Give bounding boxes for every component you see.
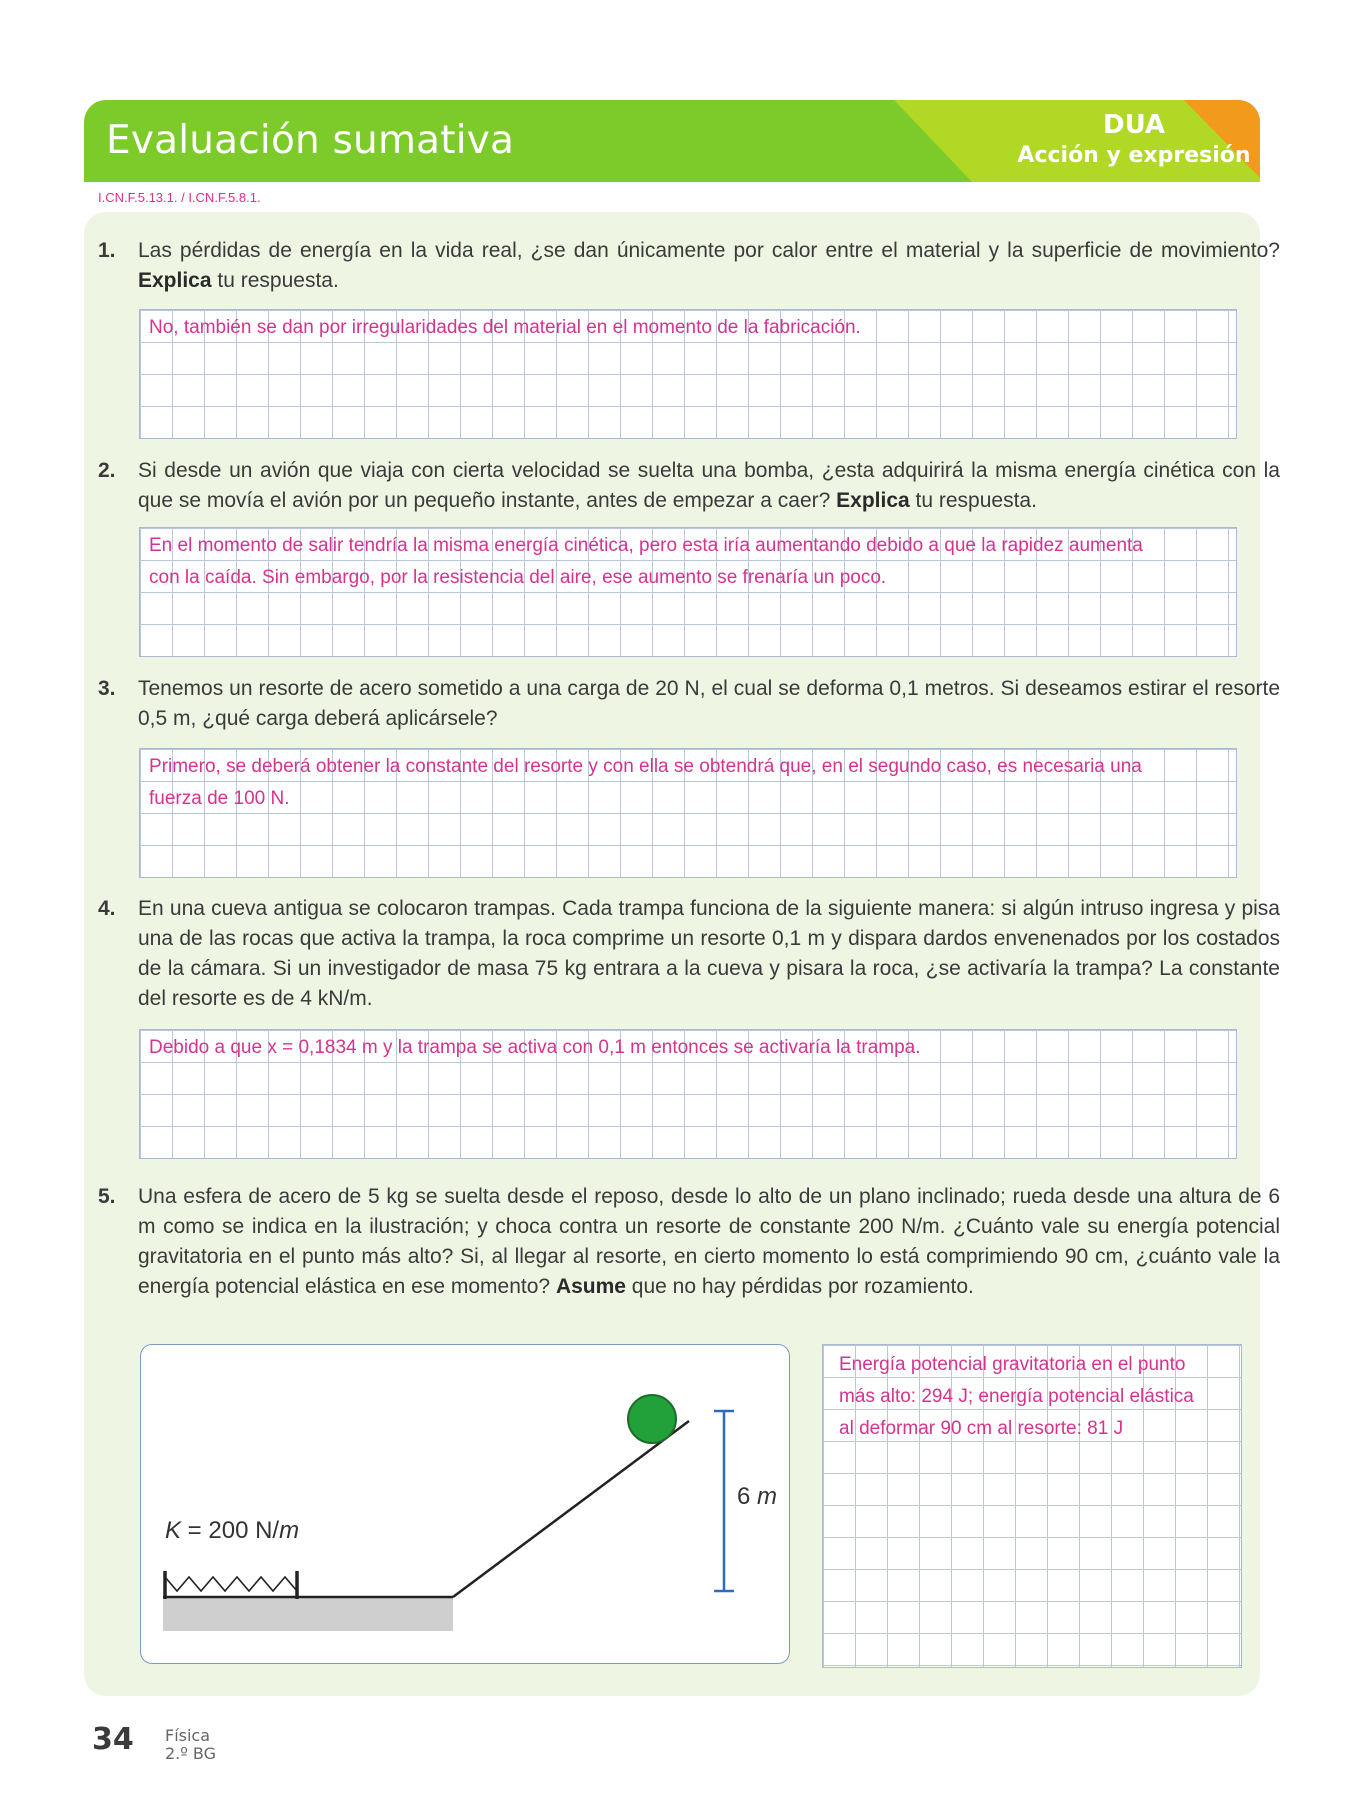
answer-line: Energía potencial gravitatoria en el punto [839,1354,1186,1375]
answer-grid-3[interactable] [139,748,1237,878]
question-text: En una cueva antigua se colocaron trampas. Cada trampa funciona de la siguiente manera: si algún intruso ingresa y pisa una de las rocas que activa la trampa, la roca comprime un resorte 0,1 m y dispara dardos envenenados por los costados de la cámara. Si un investigador de masa 75 kg entrara a la cueva y pisara la roca, ¿se activaría la trampa? La constante del resorte es de 4 kN/m. [138,897,1280,1010]
incline-figure [140,1344,790,1664]
ground-block [163,1597,453,1631]
grade-label: 2.º BG [165,1744,216,1763]
header-banner [84,100,1260,182]
answer-line: más alto: 294 J; energía potencial elástica [839,1386,1194,1407]
answer-line: al deformar 90 cm al resorte: 81 J [839,1418,1124,1439]
question-number: 5. [98,1185,116,1208]
question-text: Tenemos un resorte de acero sometido a una carga de 20 N, el cual se deforma 0,1 metros. Si deseamos estirar el resorte 0,5 m, ¿qué carga deberá aplicársele? [138,677,1280,730]
answer-line: fuerza de 100 N. [149,788,290,809]
spring-constant-label: K = 200 N/m [165,1517,300,1544]
incline-diagram [141,1345,791,1665]
badge-subtitle: Acción y expresión [1017,143,1251,168]
question-number: 4. [98,897,116,920]
answer-line: Primero, se deberá obtener la constante del resorte y con ella se obtendrá que, en el segundo caso, es necesaria una [149,756,1142,777]
incline-line [453,1421,689,1597]
answer-grid-2[interactable] [139,527,1237,657]
question-text: Si desde un avión que viaja con cierta velocidad se suelta una bomba, ¿esta adquirirá la misma energía cinética con la que se movía el avión por un pequeño instante, antes de empezar a caer? Explica tu respuesta. [138,459,1280,512]
subject-name: Física [165,1726,211,1745]
height-label: 6 m [737,1483,778,1510]
steel-ball [628,1395,676,1443]
spring-coil [165,1577,297,1591]
answer-line: No, también se dan por irregularidades del material en el momento de la fabricación. [149,317,861,338]
answer-grid-4[interactable] [139,1029,1237,1159]
indicator-code: I.CN.F.5.13.1. / I.CN.F.5.8.1. [98,190,261,205]
question-text: Las pérdidas de energía en la vida real, ¿se dan únicamente por calor entre el material y la superficie de movimiento? Explica tu respuesta. [138,239,1280,292]
question-number: 3. [98,677,116,700]
answer-line: con la caída. Sin embargo, por la resistencia del aire, ese aumento se frenaría un poco. [149,567,887,588]
question-text: Una esfera de acero de 5 kg se suelta desde el reposo, desde lo alto de un plano inclinado; rueda desde una altura de 6 m como se indica en la ilustración; y choca contra un resorte de constante 200 N/m. ¿Cuánto vale su energía potencial gravitatoria en el punto más alto? Si, al llegar al resorte, en cierto momento lo está comprimiendo 90 cm, ¿cuánto vale la energía potencial elástica en ese momento? Asume que no hay pérdidas por rozamiento. [138,1185,1280,1298]
question-number: 1. [98,239,116,262]
badge-title: DUA [1102,110,1166,140]
answer-grid-1[interactable] [139,309,1237,439]
footer-subject [165,1727,216,1763]
question-number: 2. [98,459,116,482]
page-title: Evaluación sumativa [106,118,515,163]
answer-line: En el momento de salir tendría la misma energía cinética, pero esta iría aumentando debido a que la rapidez aumenta [149,535,1143,556]
answer-grid-5[interactable] [822,1344,1242,1668]
answer-line: Debido a que x = 0,1834 m y la trampa se activa con 0,1 m entonces se activaría la trampa. [149,1037,921,1058]
page-number: 34 [92,1722,134,1757]
